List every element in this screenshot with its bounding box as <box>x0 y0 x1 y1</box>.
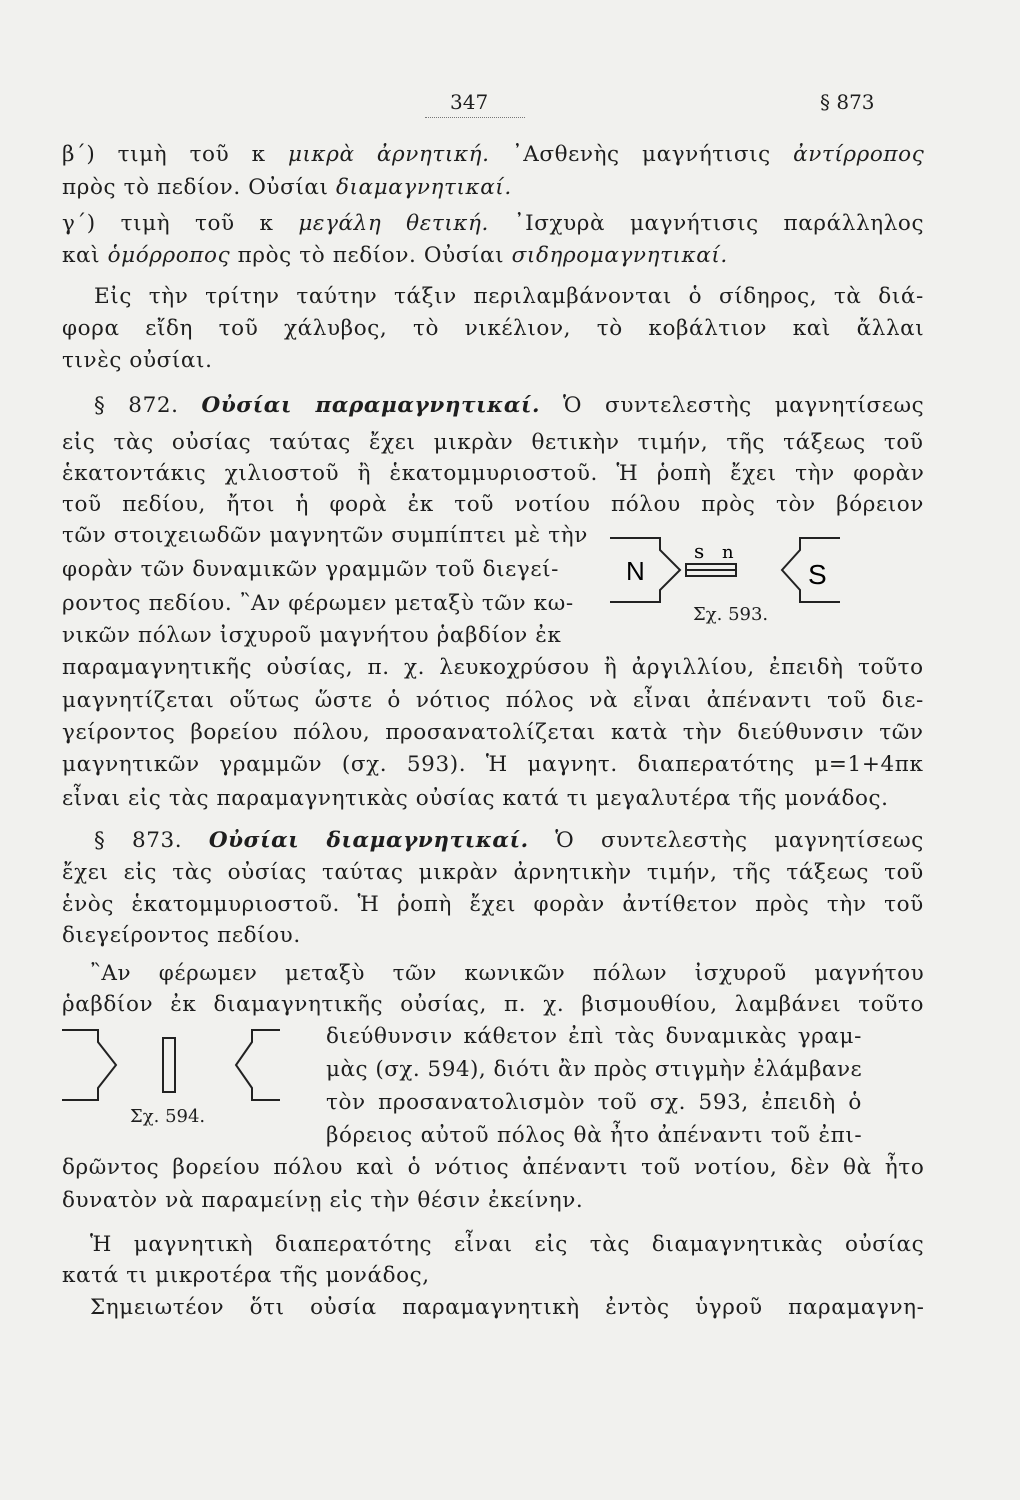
text-segment: πρὸς τὸ πεδίον. Οὐσίαι <box>230 243 512 268</box>
text-segment: μὰς (σχ. 594), διότι ἂν πρὸς στιγμὴν ἐλάμβανε <box>326 1057 863 1082</box>
text-segment: μικρὰ ἀρνητική. <box>287 142 490 167</box>
text-line-34 <box>62 1261 430 1291</box>
text-line-27 <box>326 1022 862 1052</box>
fig593-pole-s: S <box>808 559 827 590</box>
text-line-31 <box>62 1153 924 1183</box>
text-segment: Εἰς τὴν τρίτην ταύτην τάξιν περιλαμβάνονται ὁ σίδηρος, τὰ διά- <box>94 284 924 309</box>
text-line-16 <box>62 653 924 683</box>
text-line-8 <box>94 391 924 421</box>
text-segment: βόρειος αὐτοῦ πόλος θὰ ἦτο ἀπέναντι τοῦ ἐπι- <box>326 1123 863 1148</box>
text-line-32 <box>62 1186 583 1216</box>
text-segment: δυνατὸν νὰ παραμείνῃ εἰς τὴν θέσιν ἐκείνην. <box>62 1188 584 1213</box>
text-segment: § 872. <box>94 393 202 418</box>
text-line-33 <box>90 1230 924 1260</box>
text-segment: μαγνητίζεται οὕτως ὥστε ὁ νότιος πόλος νὰ εἶναι ἀπέναντι τοῦ διε- <box>62 688 924 713</box>
text-line-25 <box>90 959 924 989</box>
text-segment: νικῶν πόλων ἰσχυροῦ μαγνήτου ῥαβδίον ἐκ <box>62 623 562 648</box>
text-segment: Οὐσίαι παραμαγνητικαί. <box>201 393 541 418</box>
text-segment: β΄) τιμὴ τοῦ κ <box>62 142 288 167</box>
text-line-4 <box>62 241 728 271</box>
text-segment: τοῦ πεδίου, ἤτοι ἡ φορὰ ἐκ τοῦ νοτίου πόλου πρὸς τὸν βόρειον <box>62 492 924 517</box>
text-segment: σιδηρομαγνητικαί. <box>511 243 728 268</box>
text-line-12 <box>62 521 588 551</box>
figure-593-caption: Σχ. 593. <box>693 604 769 625</box>
text-segment: τὸν προσανατολισμὸν τοῦ σχ. 593, ἐπειδὴ ὁ <box>326 1090 862 1115</box>
text-segment: Ἡ μαγνητικὴ διαπερατότης εἶναι εἰς τὰς διαμαγνητικὰς οὐσίας <box>90 1232 925 1257</box>
figure-594-caption: Σχ. 594. <box>130 1106 206 1127</box>
text-line-24 <box>62 921 301 951</box>
text-line-1 <box>62 140 924 170</box>
text-line-29 <box>326 1088 862 1118</box>
text-segment: κατά τι μικροτέρα τῆς μονάδος, <box>62 1263 430 1288</box>
text-line-23 <box>62 890 924 920</box>
page-number: 347 <box>450 90 489 114</box>
text-segment: εἶναι εἰς τὰς παραμαγνητικὰς οὐσίας κατά τι μεγαλυτέρα τῆς μονάδος. <box>62 786 889 811</box>
text-line-30 <box>326 1121 862 1151</box>
text-line-3 <box>62 209 924 239</box>
text-line-13 <box>62 555 559 585</box>
text-segment: ῥαβδίον ἐκ διαμαγνητικῆς οὐσίας, π. χ. βισμουθίου, λαμβάνει τοῦτο <box>62 992 925 1017</box>
text-segment: μαγνητικῶν γραμμῶν (σχ. 593). Ἡ μαγνητ. διαπερατότης μ=1+4πκ <box>62 752 924 777</box>
text-line-5 <box>94 282 924 312</box>
text-segment: δρῶντος βορείου πόλου καὶ ὁ νότιος ἀπέναντι τοῦ νοτίου, δὲν θὰ ἦτο <box>62 1155 925 1180</box>
text-line-6 <box>62 314 924 344</box>
text-line-26 <box>62 990 924 1020</box>
text-segment: Ὁ συντελεστὴς μαγνητίσεως <box>528 828 924 853</box>
text-segment: ἑνὸς ἑκατομμυριοστοῦ. Ἡ ῥοπὴ ἔχει φορὰν ἀντίθετον πρὸς τὴν τοῦ <box>62 892 924 917</box>
text-segment: διεύθυνσιν κάθετον ἐπὶ τὰς δυναμικὰς γραμ- <box>326 1024 862 1049</box>
text-segment: τῶν στοιχειωδῶν μαγνητῶν συμπίπτει μὲ τὴν <box>62 523 588 548</box>
text-segment: ἔχει εἰς τὰς οὐσίας ταύτας μικρὰν ἀρνητικὴν τιμήν, τῆς τάξεως τοῦ <box>62 860 924 885</box>
text-line-35 <box>90 1293 924 1323</box>
text-line-11 <box>62 490 924 520</box>
text-line-21 <box>94 826 924 856</box>
text-segment: ἑκατοντάκις χιλιοστοῦ ἢ ἑκατομμυριοστοῦ. Ἡ ῥοπὴ ἔχει τὴν φορὰν <box>62 461 925 486</box>
text-segment: εἰς τὰς οὐσίας ταύτας ἔχει μικρὰν θετικὴν τιμήν, τῆς τάξεως τοῦ <box>62 430 924 455</box>
figure-594 <box>62 1022 292 1108</box>
text-segment: τινὲς οὐσίαι. <box>62 348 213 373</box>
header-rule <box>425 117 525 118</box>
text-segment: ῍Αν φέρωμεν μεταξὺ τῶν κωνικῶν πόλων ἰσχυροῦ μαγνήτου <box>90 961 925 986</box>
text-line-9 <box>62 428 924 458</box>
text-line-14 <box>62 589 574 619</box>
text-segment: Οὐσίαι διαμαγνητικαί. <box>208 828 529 853</box>
text-segment: Ὁ συντελεστὴς μαγνητίσεως <box>540 393 925 418</box>
text-segment: μεγάλη θετική. <box>298 211 489 236</box>
text-segment: γ΄) τιμὴ τοῦ κ <box>62 211 299 236</box>
text-segment: γείροντος βορείου πόλου, προσανατολίζεται κατὰ τὴν διεύθυνσιν τῶν <box>62 720 924 745</box>
text-line-18 <box>62 718 924 748</box>
text-line-7 <box>62 346 213 376</box>
text-segment: πρὸς τὸ πεδίον. Οὐσίαι <box>62 175 336 200</box>
section-number: § 873 <box>820 90 875 114</box>
text-segment: διαμαγνητικαί. <box>335 175 512 200</box>
text-segment: ᾿Ισχυρὰ μαγνήτισις παράλληλος <box>488 211 925 236</box>
text-segment: φορα εἴδη τοῦ χάλυβος, τὸ νικέλιον, τὸ κοβάλτιον καὶ ἄλλαι <box>62 316 925 341</box>
text-line-28 <box>326 1055 862 1085</box>
text-line-22 <box>62 858 924 888</box>
fig593-pole-n: N <box>626 556 645 586</box>
text-line-10 <box>62 459 924 489</box>
fig593-bar-n: n <box>722 542 734 563</box>
text-line-20 <box>62 784 889 814</box>
figure-593 <box>610 528 850 612</box>
text-segment: Σημειωτέον ὅτι οὐσία παραμαγνητικὴ ἐντὸς ὑγροῦ παραμαγνη- <box>90 1295 925 1320</box>
text-segment: καὶ <box>62 243 108 268</box>
text-segment: διεγείροντος πεδίου. <box>62 923 301 948</box>
text-segment: ἀντίρροπος <box>793 142 925 167</box>
text-line-17 <box>62 686 924 716</box>
text-segment: § 873. <box>94 828 209 853</box>
text-line-2 <box>62 173 512 203</box>
text-segment: φορὰν τῶν δυναμικῶν γραμμῶν τοῦ διεγεί- <box>62 557 559 582</box>
text-segment: ᾿Ασθενὴς μαγνήτισις <box>489 142 794 167</box>
text-line-19 <box>62 750 924 780</box>
text-line-15 <box>62 621 561 651</box>
text-segment: παραμαγνητικῆς οὐσίας, π. χ. λευκοχρύσου ἢ ἀργιλλίου, ἐπειδὴ τοῦτο <box>62 655 924 680</box>
fig593-bar-s: s <box>694 539 705 563</box>
text-segment: ὁμόρροπος <box>107 243 231 268</box>
text-segment: ροντος πεδίου. ῍Αν φέρωμεν μεταξὺ τῶν κω- <box>62 591 574 616</box>
